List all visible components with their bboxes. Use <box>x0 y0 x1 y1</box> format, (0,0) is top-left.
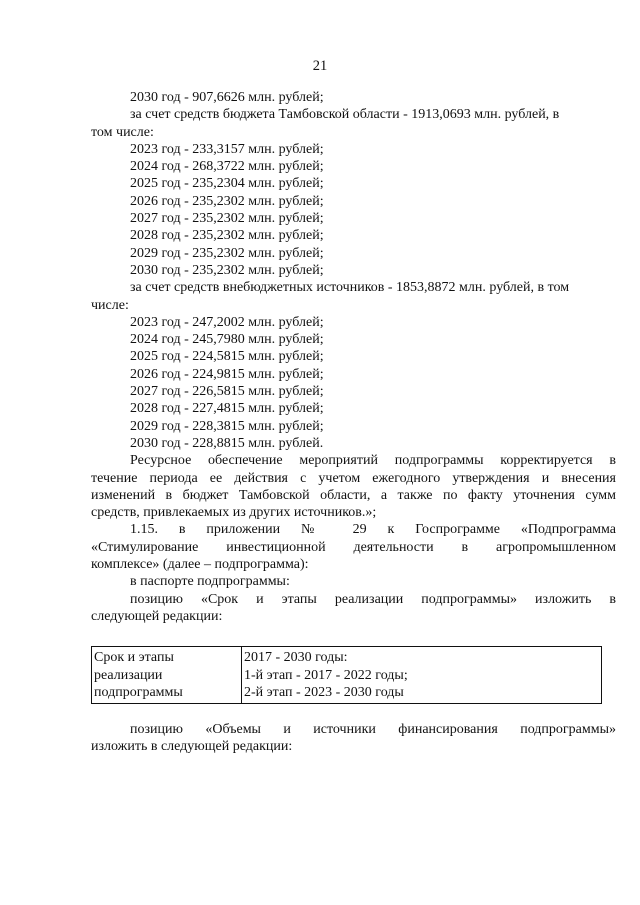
body-text <box>91 89 616 625</box>
resource-paragraph <box>91 452 616 521</box>
terms-table <box>91 646 602 704</box>
year-line: 2023 год - 233,3157 млн. рублей; <box>130 141 324 157</box>
label-line: реализации <box>94 667 163 683</box>
paragraph-line: следующей редакции: <box>91 608 223 624</box>
year-line: 2027 год - 235,2302 млн. рублей; <box>130 211 324 227</box>
label-line: Срок и этапы <box>94 650 174 665</box>
item-1-15 <box>91 521 616 573</box>
paragraph-line: Ресурсное обеспечение мероприятий подпрограммы корректируется в <box>130 453 616 469</box>
paragraph-line: средств, привлекаемых из других источников.»; <box>91 505 377 521</box>
year-line: 2027 год - 226,5815 млн. рублей; <box>130 384 324 400</box>
year-line: 2030 год - 228,8815 млн. рублей. <box>130 435 324 451</box>
year-line: 2026 год - 235,2302 млн. рублей; <box>130 193 324 209</box>
paragraph-line: комплексе» (далее – подпрограмма): <box>91 557 309 573</box>
year-line: 2024 год - 245,7980 млн. рублей; <box>130 332 324 348</box>
passport-line: в паспорте подпрограммы: <box>130 574 290 590</box>
paragraph-line: позицию «Объемы и источники финансирования подпрограммы» <box>130 722 616 737</box>
position-terms <box>91 591 616 626</box>
page-number: 21 <box>312 58 328 74</box>
table-row <box>92 647 602 704</box>
regional-budget-years <box>91 141 616 279</box>
label-line: подпрограммы <box>94 685 183 700</box>
paragraph-line: изложить в следующей редакции: <box>91 739 293 755</box>
year-line: 2029 год - 235,2302 млн. рублей; <box>130 245 324 261</box>
table-label-cell <box>92 647 242 704</box>
text-line: 2030 год - 907,6626 млн. рублей; <box>130 90 324 105</box>
year-line: 2025 год - 235,2304 млн. рублей; <box>130 176 324 192</box>
year-line: 2025 год - 224,5815 млн. рублей; <box>130 349 324 365</box>
year-line: 2026 год - 224,9815 млн. рублей; <box>130 366 324 382</box>
regional-budget-intro-cont: том числе: <box>91 124 154 140</box>
table-value-cell <box>242 647 602 704</box>
extra-budget-intro-cont: числе: <box>91 297 129 313</box>
year-line: 2029 год - 228,3815 млн. рублей; <box>130 418 324 434</box>
paragraph-line: позицию «Срок и этапы реализации подпрограммы» изложить в <box>130 591 616 607</box>
position-volumes <box>91 721 616 756</box>
extra-budget-years <box>91 314 616 452</box>
regional-budget-intro: за счет средств бюджета Тамбовской области - 1913,0693 млн. рублей, в <box>130 107 560 123</box>
value-line: 1-й этап - 2017 - 2022 годы; <box>244 667 408 683</box>
paragraph-line: течение периода ее действия с учетом ежегодного утверждения и внесения <box>91 470 616 486</box>
paragraph-line: 1.15. в приложении № 29 к Госпрограмме «Подпрограмма <box>130 522 616 538</box>
year-line: 2024 год - 268,3722 млн. рублей; <box>130 159 324 175</box>
paragraph-line: «Стимулирование инвестиционной деятельности в агропромышленном <box>91 539 616 555</box>
extra-budget-intro: за счет средств внебюджетных источников - 1853,8872 млн. рублей, в том <box>130 280 570 296</box>
year-line: 2030 год - 235,2302 млн. рублей; <box>130 262 324 278</box>
year-line: 2023 год - 247,2002 млн. рублей; <box>130 314 324 330</box>
value-line: 2-й этап - 2023 - 2030 годы <box>244 685 404 700</box>
year-line: 2028 год - 235,2302 млн. рублей; <box>130 228 324 244</box>
year-line: 2028 год - 227,4815 млн. рублей; <box>130 401 324 417</box>
value-line: 2017 - 2030 годы: <box>244 650 348 665</box>
paragraph-line: изменений в бюджет Тамбовской области, а также по факту уточнения сумм <box>91 487 616 503</box>
